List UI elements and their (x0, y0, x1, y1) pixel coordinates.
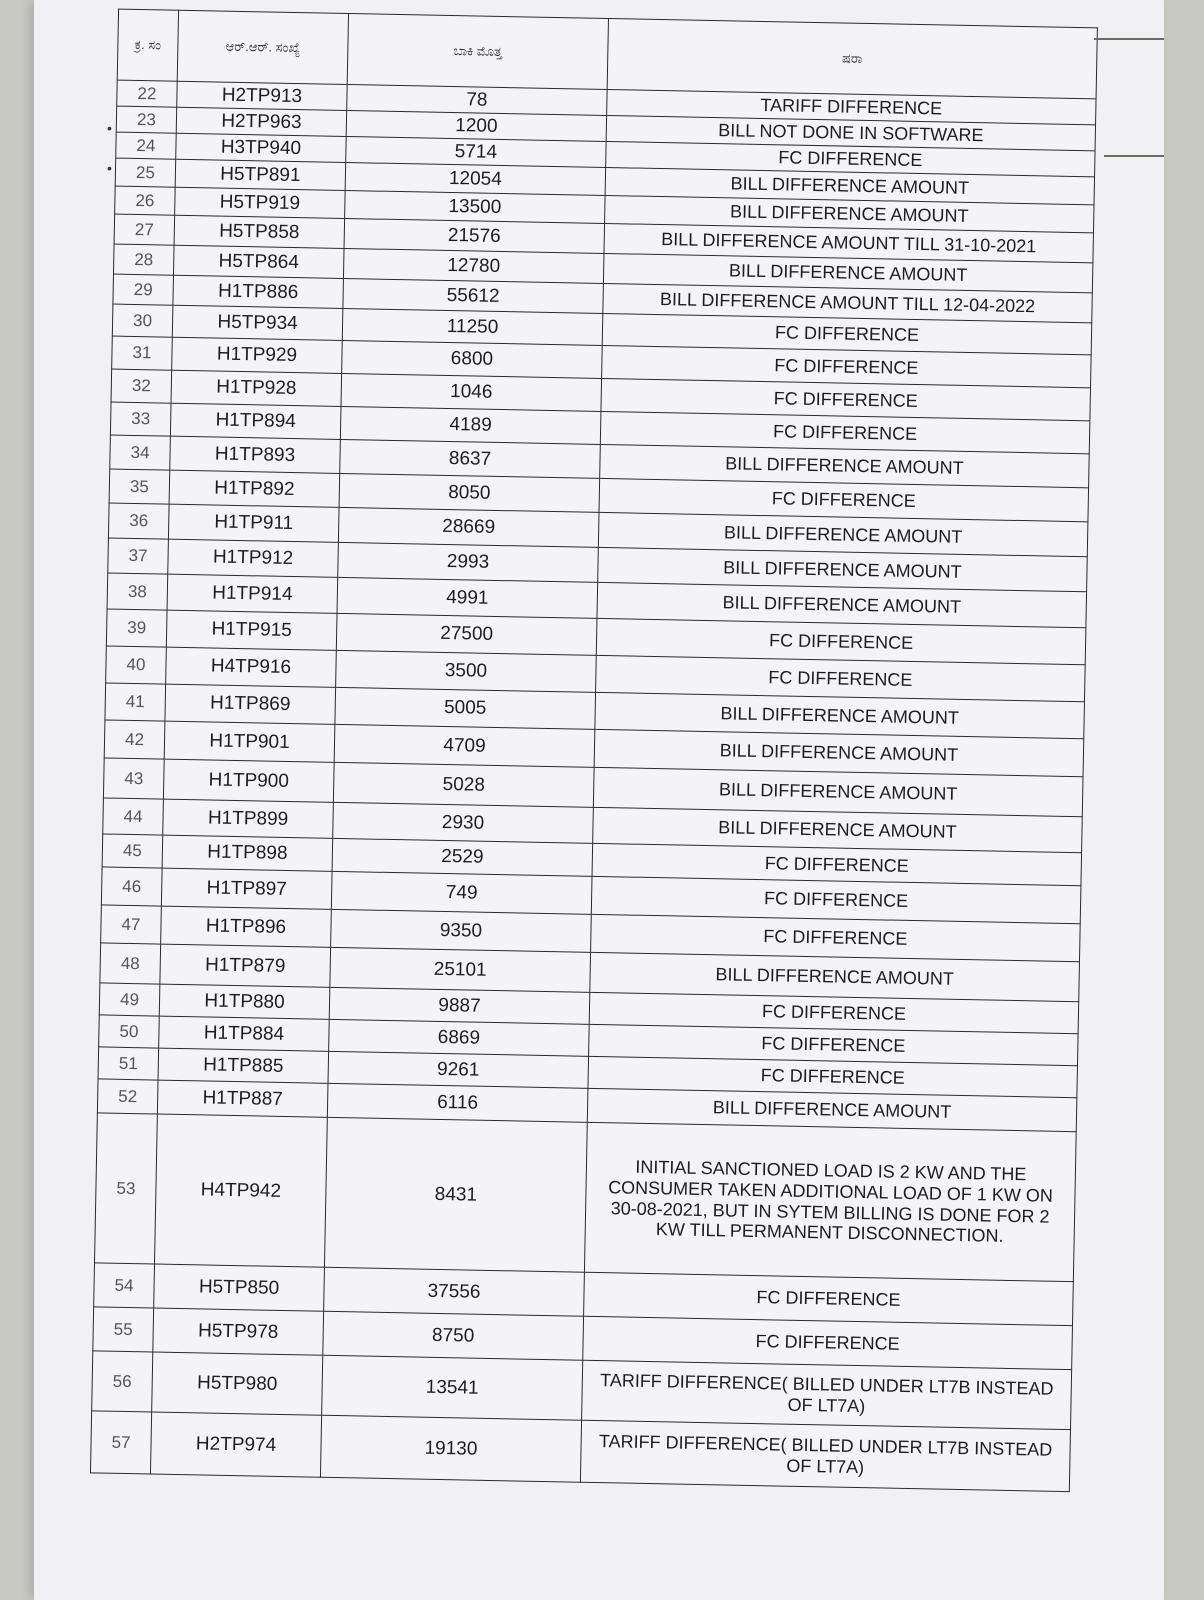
cell-rr-no: H1TP929 (172, 337, 343, 373)
cell-rr-no: H1TP898 (162, 835, 333, 871)
table-row (95, 1113, 1077, 1282)
cell-remarks: INITIAL SANCTIONED LOAD IS 2 KW AND THE CONSUMER TAKEN ADDITIONAL LOAD OF 1 KW ON 30-08-2021, BUT IN SYTEM BILLING IS DONE FOR 2 KW TILL PERMANENT DISCONNECTION. (584, 1122, 1076, 1281)
edge-line (1094, 38, 1164, 40)
cell-rr-no: H1TP912 (168, 539, 339, 577)
cell-remarks: FC DIFFERENCE (591, 876, 1081, 923)
cell-remarks: TARIFF DIFFERENCE( BILLED UNDER LT7B INSTEAD OF LT7A) (580, 1420, 1070, 1491)
cell-amount: 6800 (342, 340, 603, 378)
cell-rr-no: H5TP891 (175, 159, 346, 190)
cell-rr-no: H2TP974 (150, 1412, 321, 1477)
cell-amount: 12780 (343, 248, 604, 283)
cell-rr-no: H1TP892 (169, 470, 340, 507)
cell-amount: 9350 (331, 909, 592, 952)
cell-remarks: FC DIFFERENCE (591, 914, 1081, 961)
cell-sl-no: 33 (110, 402, 171, 436)
cell-rr-no: H1TP915 (166, 610, 337, 650)
cell-remarks: BILL DIFFERENCE AMOUNT (595, 692, 1085, 738)
cell-rr-no: H1TP901 (164, 721, 335, 762)
cell-amount: 5028 (333, 762, 594, 807)
cell-amount: 8637 (340, 439, 601, 478)
cell-amount: 5005 (335, 687, 596, 729)
cell-rr-no: H1TP928 (171, 370, 342, 406)
cell-sl-no: 47 (101, 905, 162, 944)
cell-remarks: BILL DIFFERENCE AMOUNT (597, 582, 1087, 627)
header-sl-no: ಕ್ರ. ಸಂ (117, 9, 178, 81)
cell-sl-no: 23 (116, 106, 176, 133)
cell-amount: 8431 (324, 1117, 587, 1272)
cell-sl-no: 51 (98, 1047, 159, 1080)
cell-sl-no: 46 (101, 867, 162, 906)
cell-amount: 9261 (328, 1051, 589, 1088)
cell-rr-no: H1TP886 (173, 275, 344, 308)
cell-rr-no: H1TP885 (158, 1048, 329, 1083)
cell-remarks: TARIFF DIFFERENCE (607, 89, 1096, 124)
cell-amount: 4991 (337, 577, 598, 618)
cell-sl-no: 56 (92, 1351, 153, 1412)
cell-amount: 2993 (338, 542, 599, 582)
cell-rr-no: H5TP934 (172, 305, 343, 340)
cell-remarks: BILL DIFFERENCE AMOUNT (593, 767, 1083, 816)
cell-rr-no: H5TP858 (174, 215, 345, 248)
cell-sl-no: 35 (109, 469, 170, 504)
cell-sl-no: 22 (117, 80, 177, 107)
cell-sl-no: 43 (103, 758, 164, 799)
cell-rr-no: H4TP916 (166, 647, 337, 687)
cell-remarks: FC DIFFERENCE (596, 655, 1086, 701)
cell-remarks: FC DIFFERENCE (602, 345, 1092, 387)
cell-rr-no: H5TP980 (152, 1352, 323, 1415)
cell-rr-no: H5TP864 (173, 245, 344, 278)
cell-remarks: FC DIFFERENCE (583, 1316, 1073, 1369)
header-rr-no: ಆರ್.ಆರ್. ಸಂಖ್ಯೆ (177, 10, 348, 84)
cell-amount: 4189 (340, 406, 601, 444)
cell-amount: 1046 (341, 373, 602, 411)
cell-amount: 6869 (329, 1019, 590, 1056)
cell-remarks: BILL NOT DONE IN SOFTWARE (606, 115, 1095, 150)
paper-sheet (34, 0, 1164, 1600)
cell-amount: 8050 (339, 473, 600, 512)
cell-sl-no: 37 (108, 538, 169, 574)
cell-amount: 749 (331, 871, 592, 914)
cell-amount: 1200 (346, 111, 606, 142)
cell-remarks: BILL DIFFERENCE AMOUNT (603, 253, 1092, 292)
cell-sl-no: 40 (106, 646, 167, 684)
cell-amount: 13500 (345, 190, 605, 223)
cell-sl-no: 49 (99, 983, 160, 1016)
cell-remarks: FC DIFFERENCE (606, 141, 1095, 176)
cell-remarks: BILL DIFFERENCE AMOUNT (590, 952, 1080, 1001)
cell-amount: 9887 (329, 987, 590, 1024)
cell-amount: 6116 (327, 1083, 588, 1122)
cell-sl-no: 42 (104, 720, 165, 759)
cell-sl-no: 27 (114, 214, 175, 245)
cell-sl-no: 38 (107, 573, 168, 610)
pen-mark: • (107, 160, 112, 176)
cell-rr-no: H5TP978 (153, 1308, 324, 1355)
cell-sl-no: 29 (113, 274, 174, 305)
cell-rr-no: H2TP963 (176, 107, 346, 136)
cell-amount: 21576 (344, 218, 605, 253)
cell-amount: 2930 (333, 802, 594, 843)
cell-remarks: BILL DIFFERENCE AMOUNT (605, 167, 1094, 204)
cell-amount: 27500 (336, 613, 597, 655)
cell-rr-no: H1TP880 (159, 984, 330, 1019)
cell-remarks: BILL DIFFERENCE AMOUNT (605, 195, 1094, 232)
cell-sl-no: 53 (95, 1113, 158, 1264)
cell-remarks: BILL DIFFERENCE AMOUNT (598, 547, 1088, 591)
edge-line (1104, 155, 1164, 157)
cell-rr-no: H1TP900 (163, 759, 334, 802)
cell-remarks: BILL DIFFERENCE AMOUNT (593, 807, 1083, 852)
cell-remarks: BILL DIFFERENCE AMOUNT (587, 1088, 1077, 1131)
cell-sl-no: 52 (97, 1079, 158, 1114)
cell-amount: 5714 (346, 136, 606, 167)
cell-remarks: BILL DIFFERENCE AMOUNT (600, 444, 1090, 487)
cell-amount: 28669 (338, 507, 599, 547)
cell-remarks: TARIFF DIFFERENCE( BILLED UNDER LT7B INSTEAD OF LT7A) (582, 1360, 1072, 1429)
cell-sl-no: 32 (111, 369, 172, 403)
cell-sl-no: 41 (105, 683, 166, 721)
cell-sl-no: 28 (113, 244, 174, 275)
cell-remarks: BILL DIFFERENCE AMOUNT (594, 729, 1084, 776)
cell-remarks: FC DIFFERENCE (589, 1024, 1079, 1065)
cell-remarks: BILL DIFFERENCE AMOUNT TILL 31-10-2021 (604, 223, 1093, 262)
cell-sl-no: 45 (102, 834, 163, 868)
header-amount: ಬಾಕಿ ಮೊತ್ತ (347, 14, 608, 90)
cell-rr-no: H5TP850 (154, 1264, 325, 1311)
cell-rr-no: H1TP896 (161, 906, 332, 947)
cell-rr-no: H5TP919 (175, 187, 346, 218)
cell-rr-no: H2TP913 (177, 81, 347, 110)
cell-rr-no: H4TP942 (154, 1114, 327, 1267)
cell-remarks: FC DIFFERENCE (589, 992, 1079, 1033)
cell-remarks: FC DIFFERENCE (584, 1272, 1074, 1325)
cell-remarks: BILL DIFFERENCE AMOUNT TILL 12-04-2022 (603, 283, 1092, 322)
cell-sl-no: 25 (115, 158, 176, 187)
cell-amount: 55612 (343, 278, 604, 313)
cell-amount: 12054 (345, 162, 605, 195)
cell-remarks: FC DIFFERENCE (601, 378, 1091, 420)
cell-remarks: FC DIFFERENCE (592, 843, 1082, 885)
cell-sl-no: 36 (108, 503, 169, 539)
cell-amount: 11250 (342, 308, 603, 345)
cell-remarks: FC DIFFERENCE (599, 478, 1089, 521)
cell-rr-no: H1TP911 (168, 504, 339, 542)
cell-sl-no: 48 (100, 943, 161, 984)
cell-sl-no: 50 (99, 1015, 160, 1048)
cell-amount: 19130 (320, 1415, 581, 1482)
pen-mark: • (107, 120, 112, 136)
cell-amount: 4709 (334, 724, 595, 767)
cell-sl-no: 55 (93, 1307, 154, 1352)
cell-rr-no: H1TP893 (170, 436, 341, 473)
cell-rr-no: H1TP897 (161, 868, 332, 909)
cell-sl-no: 26 (115, 186, 176, 215)
header-remarks: ಷರಾ (607, 19, 1097, 99)
cell-sl-no: 44 (103, 798, 164, 835)
cell-sl-no: 34 (110, 435, 171, 470)
cell-rr-no: H1TP899 (163, 799, 334, 838)
cell-remarks: BILL DIFFERENCE AMOUNT (598, 512, 1088, 556)
cell-sl-no: 54 (94, 1263, 155, 1308)
cell-amount: 37556 (324, 1267, 585, 1316)
dues-table (90, 9, 1098, 1493)
cell-sl-no: 57 (90, 1411, 151, 1474)
cell-rr-no: H1TP894 (170, 403, 341, 439)
cell-rr-no: H1TP879 (160, 944, 331, 987)
cell-amount: 25101 (330, 947, 591, 992)
cell-rr-no: H3TP940 (176, 133, 346, 162)
cell-rr-no: H1TP884 (159, 1016, 330, 1051)
cell-remarks: FC DIFFERENCE (596, 618, 1086, 664)
cell-remarks: FC DIFFERENCE (602, 313, 1092, 354)
cell-remarks: FC DIFFERENCE (600, 411, 1090, 453)
cell-amount: 8750 (323, 1311, 584, 1360)
cell-remarks: FC DIFFERENCE (588, 1056, 1078, 1097)
cell-rr-no: H1TP887 (157, 1080, 328, 1117)
cell-sl-no: 31 (112, 336, 173, 370)
cell-amount: 2529 (332, 838, 593, 876)
cell-amount: 78 (347, 85, 607, 116)
cell-amount: 13541 (322, 1355, 583, 1420)
cell-amount: 3500 (336, 650, 597, 692)
cell-rr-no: H1TP914 (167, 574, 338, 613)
cell-rr-no: H1TP869 (165, 684, 336, 724)
cell-sl-no: 24 (116, 132, 176, 159)
table-container (88, 9, 1098, 1580)
cell-sl-no: 30 (112, 304, 173, 337)
cell-sl-no: 39 (106, 609, 167, 647)
